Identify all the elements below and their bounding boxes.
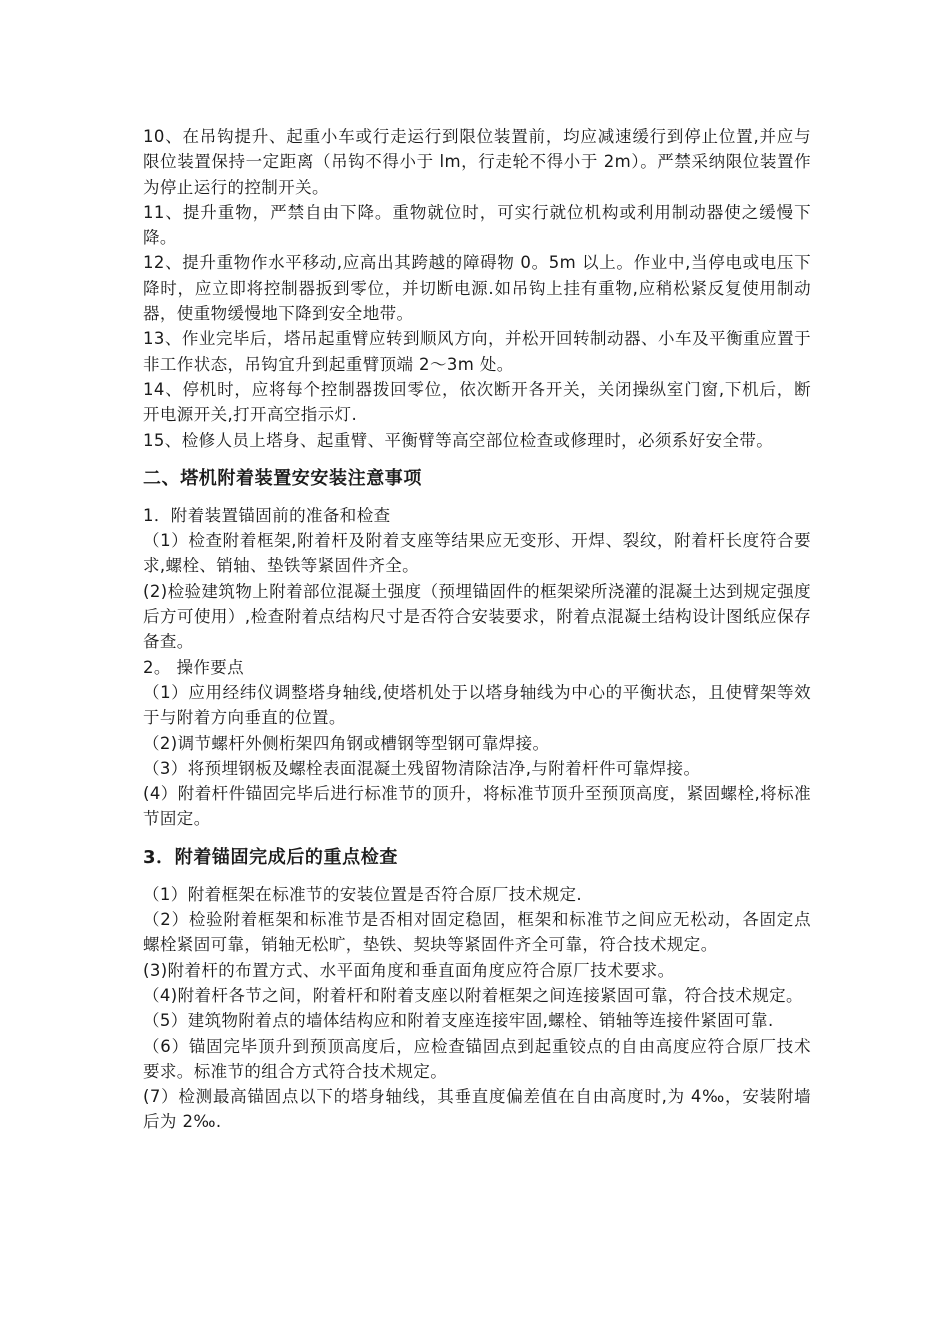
part2-item-3: （3）将预埋钢板及螺栓表面混凝土残留物清除洁净,与附着杆件可靠焊接。: [143, 758, 701, 778]
part3-item-3: (3)附着杆的布置方式、水平面角度和垂直面角度应符合原厂技术要求。: [143, 960, 675, 980]
part2-item-4: (4）附着杆件锚固完毕后进行标准节的顶升，将标准节顶升至预顶高度，紧固螺栓,将标准节固定。: [143, 784, 811, 829]
part3-item-5: （5）建筑物附着点的墙体结构应和附着支座连接牢固,螺栓、销轴等连接件紧固可靠.: [143, 1011, 774, 1031]
document-page: [143, 124, 811, 1135]
part3-item-6: （6）锚固完毕顶升到预顶高度后，应检查锚固点到起重铰点的自由高度应符合原厂技术要求。标准节的组合方式符合技术规定。: [143, 1036, 811, 1081]
part2-item-2: （2)调节螺杆外侧桁架四角钢或槽钢等型钢可靠焊接。: [143, 733, 550, 753]
part1-heading: 1．附着装置锚固前的准备和检查: [143, 505, 391, 525]
part3-item-7: (7）检测最高锚固点以下的塔身轴线，其垂直度偏差值在自由高度时,为 4‰，安装附墙后为 2‰.: [143, 1087, 811, 1132]
part3-heading: 3．附着锚固完成后的重点检查: [143, 846, 398, 868]
part2-heading: 2。 操作要点: [143, 657, 245, 677]
part1-item-1: （1）检查附着框架,附着杆及附着支座等结果应无变形、开焊、裂纹，附着杆长度符合要求,螺栓、销轴、垫铁等紧固件齐全。: [143, 531, 811, 576]
part3-item-1: （1）附着框架在标准节的安装位置是否符合原厂技术规定.: [143, 884, 583, 904]
paragraph-item-12: 12、提升重物作水平移动,应高出其跨越的障碍物 0。5m 以上。作业中,当停电或电压下降时，应立即将控制器扳到零位，并切断电源.如吊钩上挂有重物,应稍松紧反复使用制动器，使重物缓慢地下降到安全地带。: [143, 253, 811, 324]
paragraph-item-11: 11、提升重物，严禁自由下降。重物就位时，可实行就位机构或利用制动器使之缓慢下降。: [143, 202, 811, 248]
part3-item-4: （4)附着杆各节之间，附着杆和附着支座以附着框架之间连接紧固可靠，符合技术规定。: [143, 985, 803, 1005]
paragraph-item-14: 14、停机时，应将每个控制器拨回零位，依次断开各开关，关闭操纵室门窗,下机后，断开电源开关,打开高空指示灯.: [143, 379, 811, 425]
part3-item-2: （2）检验附着框架和标准节是否相对固定稳固，框架和标准节之间应无松动，各固定点螺栓紧固可靠，销轴无松旷，垫铁、契块等紧固件齐全可靠，符合技术规定。: [143, 910, 811, 955]
paragraph-item-15: 15、检修人员上塔身、起重臂、平衡臂等高空部位检查或修理时，必须系好安全带。: [143, 430, 774, 450]
section-heading: 二、塔机附着装置安安装注意事项: [143, 467, 422, 489]
paragraph-item-10: 10、在吊钩提升、起重小车或行走运行到限位装置前，均应减速缓行到停止位置,并应与限位装置保持一定距离（吊钩不得小于 lm，行走轮不得小于 2m）。严禁采纳限位装置作为停止运行的控制开关。: [143, 127, 811, 197]
part1-item-2: (2)检验建筑物上附着部位混凝土强度（预埋锚固件的框架梁所浇灌的混凝土达到规定强度后方可使用）,检查附着点结构尺寸是否符合安装要求，附着点混凝土结构设计图纸应保存备查。: [143, 581, 811, 652]
part2-item-1: （1）应用经纬仪调整塔身轴线,使塔机处于以塔身轴线为中心的平衡状态，且使臂架等效于与附着方向垂直的位置。: [143, 682, 811, 728]
paragraph-item-13: 13、作业完毕后，塔吊起重臂应转到顺风方向，并松开回转制动器、小车及平衡重应置于非工作状态，吊钩宜升到起重臂顶端 2～3m 处。: [143, 329, 811, 374]
